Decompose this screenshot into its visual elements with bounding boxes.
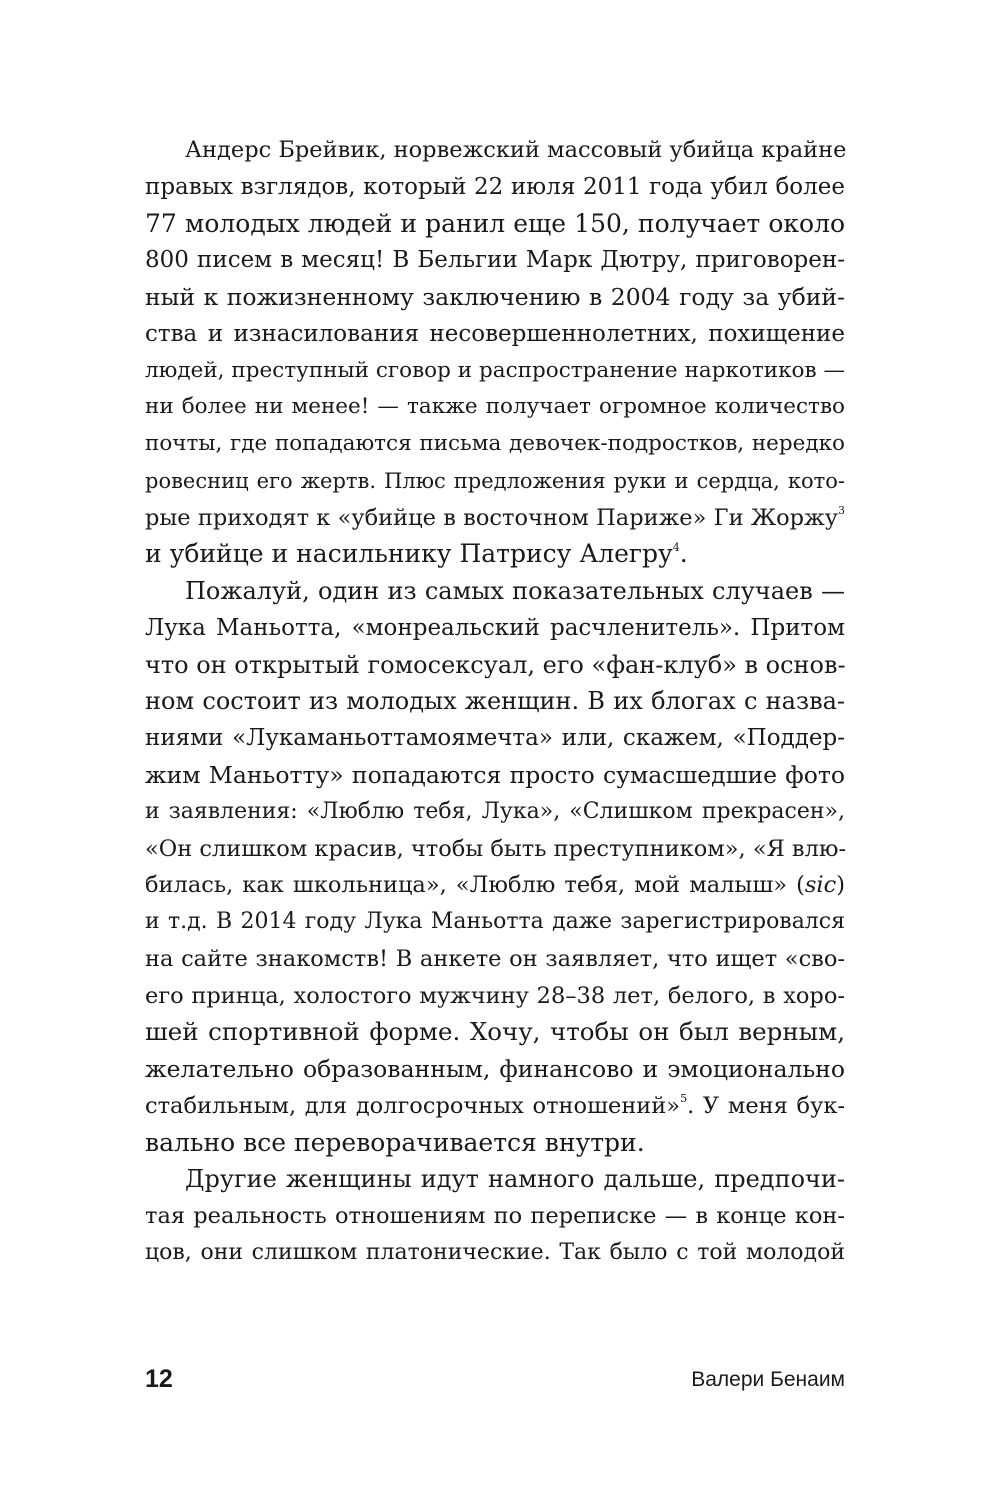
text-line: его принца, холостого мужчину 28–38 лет, белого, в хоро- bbox=[145, 982, 845, 1009]
paragraph-1 bbox=[145, 132, 845, 573]
text-line: тая реальность отношениям по переписке — в конце кон- bbox=[145, 1203, 845, 1230]
text-line: Другие женщины идут намного дальше, предпочи- bbox=[185, 1165, 845, 1194]
author-name: Валери Бенаим bbox=[691, 1368, 845, 1391]
text-line: Пожалуй, один из самых показательных случаев — bbox=[185, 577, 845, 606]
text-line: 800 писем в месяц! В Бельгии Марк Дютру, приговорен- bbox=[145, 247, 845, 274]
text-line: шей спортивной форме. Хочу, чтобы он был верным, bbox=[145, 1017, 845, 1047]
text-line: Андерс Брейвик, норвежский массовый убийца крайне bbox=[185, 137, 847, 163]
line-text: стабильным, для долгосрочных отношений» bbox=[145, 1092, 681, 1119]
text-line bbox=[145, 500, 845, 537]
paragraph-3 bbox=[145, 1161, 845, 1271]
text-line: и заявления: «Люблю тебя, Лука», «Слишком прекрасен», bbox=[145, 798, 845, 824]
text-line: Лука Маньотта, «монреальский расчленитель». Притом bbox=[145, 614, 845, 641]
footnote-marker: 4 bbox=[672, 541, 680, 555]
line-text: рые приходят к «убийце в восточном Париже» Ги Жоржу bbox=[145, 504, 838, 531]
text-line: ном состоит из молодых женщин. В их блогах с назва- bbox=[145, 687, 845, 716]
sic-italic: sic bbox=[804, 872, 837, 899]
page-number: 12 bbox=[145, 1365, 173, 1393]
text-line: ства и изнасилования несовершеннолетних, похищение bbox=[145, 320, 845, 347]
text-line: жим Маньотту» попадаются просто сумасшедшие фото bbox=[145, 761, 845, 790]
line-end: . bbox=[679, 539, 688, 569]
line-end: . У меня бук- bbox=[687, 1092, 845, 1119]
text-line: почты, где попадаются письма девочек-подростков, нередко bbox=[145, 431, 845, 457]
text-line: ровесниц его жертв. Плюс предложения руки и сердца, кото- bbox=[145, 468, 845, 493]
text-line: «Он слишком красив, чтобы быть преступником», «Я влю- bbox=[145, 835, 847, 862]
text-line: 77 молодых людей и ранил еще 150, получает около bbox=[145, 208, 845, 238]
text-line: ниями «Лукаманьоттамоямечта» или, скажем, «Поддер- bbox=[145, 725, 845, 752]
text-line: цов, они слишком платонические. Так было с той молодой bbox=[145, 1239, 845, 1265]
line-text: билась, как школьница», «Люблю тебя, мой малыш» ( bbox=[145, 872, 805, 899]
text-line: ный к пожизненному заключению в 2004 году за убий- bbox=[145, 283, 845, 312]
text-line bbox=[145, 867, 845, 904]
text-line bbox=[145, 536, 845, 573]
text-line bbox=[145, 1088, 845, 1125]
text-line: и т.д. В 2014 году Лука Маньотта даже зарегистрировался bbox=[145, 909, 845, 935]
footnote-marker: 5 bbox=[680, 1091, 688, 1105]
text-line: на сайте знакомств! В анкете он заявляет, что ищет «сво- bbox=[145, 945, 845, 972]
body-text bbox=[145, 132, 845, 1272]
paragraph-2 bbox=[145, 573, 845, 1161]
text-line: желательно образованным, финансово и эмоционально bbox=[145, 1055, 845, 1084]
text-line: правых взглядов, который 22 июля 2011 года убил более bbox=[145, 173, 845, 200]
footnote-marker: 3 bbox=[838, 503, 845, 517]
line-end: ) bbox=[836, 872, 845, 899]
text-line: людей, преступный сговор и распространение наркотиков — bbox=[145, 357, 845, 383]
line-text: и убийце и насильнику Патрису Алегру bbox=[145, 539, 673, 569]
text-line: вально все переворачивается внутри. bbox=[145, 1127, 645, 1157]
text-line: ни более ни менее! — также получает огромное количество bbox=[145, 394, 845, 420]
page-footer bbox=[145, 1365, 845, 1395]
text-line: что он открытый гомосексуал, его «фан-клуб» в основ- bbox=[145, 650, 846, 679]
